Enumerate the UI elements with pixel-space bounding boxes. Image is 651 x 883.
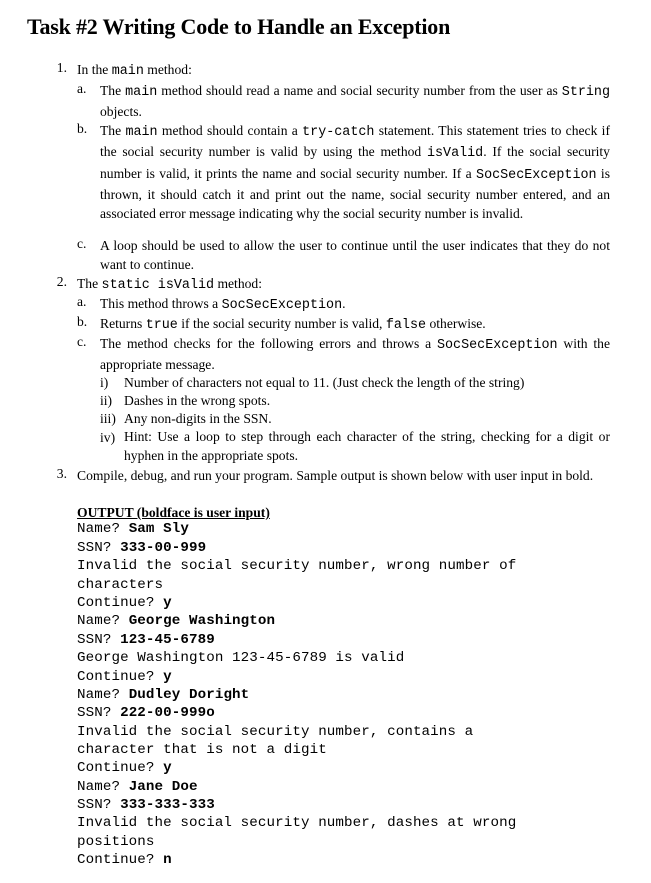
output-line xyxy=(77,760,172,776)
output-line xyxy=(77,595,172,611)
user-input: y xyxy=(163,595,172,611)
user-input: Jane Doe xyxy=(128,779,198,795)
sub-item-text: The main method should read a name and social security number from the user as String objects. xyxy=(100,83,610,120)
sub-item-text: The main method should contain a try-catch statement. This statement tries to check if the social security number is valid by using the method isValid. If the social security number is valid, it prints the name and social security number. If a SocSecException is thrown, it should catch it and print out the name, social security number entered, and an associated error message indicating why the social security number is invalid. xyxy=(100,123,611,222)
roman-item-text: Number of characters not equal to 11. (Just check the length of the string) xyxy=(124,375,525,390)
sub-item-text: This method throws a SocSecException. xyxy=(100,296,346,313)
item-number: 3. xyxy=(56,466,67,481)
user-input: Dudley Doright xyxy=(128,687,250,703)
output-line xyxy=(77,834,155,850)
sub-marker: c. xyxy=(77,236,87,251)
output-line xyxy=(77,797,215,813)
item-heading: In the main method: xyxy=(77,62,192,79)
output-text: Continue? xyxy=(77,669,164,685)
user-input: 333-00-999 xyxy=(120,540,207,556)
roman-marker: iv) xyxy=(100,430,116,445)
output-text: Invalid the social security number, dashes at wrong xyxy=(77,815,517,831)
item-text: Compile, debug, and run your program. Sample output is shown below with user input in bold. xyxy=(77,468,594,483)
output-line xyxy=(77,852,172,868)
output-line xyxy=(77,521,189,537)
output-text: SSN? xyxy=(77,632,121,648)
output-text: character that is not a digit xyxy=(77,742,327,758)
roman-marker: i) xyxy=(100,375,109,390)
user-input: y xyxy=(163,669,172,685)
output-text: SSN? xyxy=(77,797,121,813)
output-text: positions xyxy=(77,834,155,850)
sub-item-text: A loop should be used to allow the user to continue until the user indicates that they do not want to continue. xyxy=(100,238,610,273)
user-input: Sam Sly xyxy=(128,521,189,537)
sub-marker: c. xyxy=(77,334,87,349)
roman-item-text: Any non-digits in the SSN. xyxy=(124,411,272,426)
output-line xyxy=(77,705,215,721)
user-input: George Washington xyxy=(128,613,276,629)
output-text: Invalid the social security number, contains a xyxy=(77,724,474,740)
item-number: 1. xyxy=(56,60,67,75)
user-input: 333-333-333 xyxy=(120,797,215,813)
output-line xyxy=(77,687,249,703)
sub-item-text: Returns true if the social security number is valid, false otherwise. xyxy=(100,316,486,333)
output-line xyxy=(77,669,172,685)
output-line xyxy=(77,724,473,740)
user-input: 222-00-999o xyxy=(120,705,215,721)
sub-marker: a. xyxy=(77,81,87,96)
output-heading: OUTPUT (boldface is user input) xyxy=(77,505,270,520)
sub-marker: a. xyxy=(77,294,87,309)
user-input: y xyxy=(163,760,172,776)
sub-marker: b. xyxy=(77,314,88,329)
output-text: Continue? xyxy=(77,760,164,776)
sub-marker: b. xyxy=(77,121,88,136)
output-text: Invalid the social security number, wrong number of xyxy=(77,558,517,574)
output-text: SSN? xyxy=(77,705,121,721)
output-text: Name? xyxy=(77,613,129,629)
output-line xyxy=(77,650,404,666)
user-input: n xyxy=(163,852,172,868)
output-line xyxy=(77,613,275,629)
output-text: George Washington 123-45-6789 is valid xyxy=(77,650,405,666)
output-line xyxy=(77,779,198,795)
output-line xyxy=(77,632,215,648)
output-line xyxy=(77,558,516,574)
output-line xyxy=(77,815,516,831)
output-text: Continue? xyxy=(77,595,164,611)
output-text: Name? xyxy=(77,521,129,537)
roman-item-text: Dashes in the wrong spots. xyxy=(124,393,271,408)
roman-marker: ii) xyxy=(100,393,113,408)
roman-marker: iii) xyxy=(100,411,116,426)
output-text: Name? xyxy=(77,779,129,795)
output-text: Name? xyxy=(77,687,129,703)
item-heading: The static isValid method: xyxy=(77,276,262,293)
roman-item-text: Hint: Use a loop to step through each character of the string, checking for a digit or hyphen in the appropriate spots. xyxy=(124,429,610,463)
item-number: 2. xyxy=(56,274,67,289)
output-line xyxy=(77,577,163,593)
output-text: Continue? xyxy=(77,852,164,868)
output-line xyxy=(77,540,206,556)
user-input: 123-45-6789 xyxy=(120,632,215,648)
output-text: characters xyxy=(77,577,164,593)
sub-item-text: The method checks for the following errors and throws a SocSecException with the appropriate message. xyxy=(100,336,610,373)
output-line xyxy=(77,742,327,758)
output-text: SSN? xyxy=(77,540,121,556)
page-title: Task #2 Writing Code to Handle an Exception xyxy=(27,14,451,39)
